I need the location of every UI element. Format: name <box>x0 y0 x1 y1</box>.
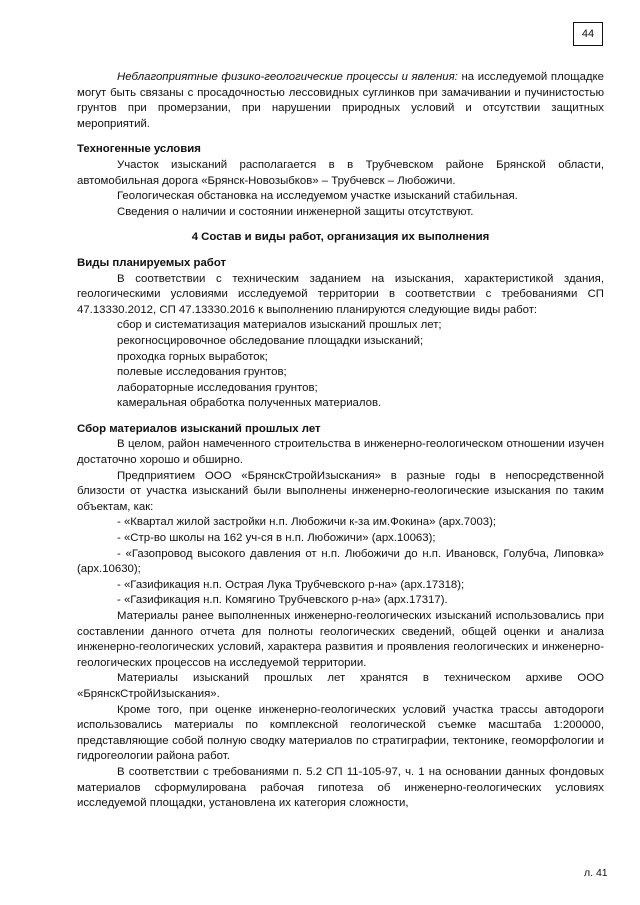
list-item: лабораторные исследования грунтов; <box>117 381 318 394</box>
past-p2: Предприятием ООО «БрянскСтройИзыскания» в разные годы в непосредственной близости от участка изысканий были выполнены инженерно-геологические изыскания по таким объектам, как: <box>77 469 604 513</box>
planned-heading: Виды планируемых работ <box>77 256 227 269</box>
list-item: рекогносцировочное обследование площадки изысканий; <box>117 334 424 347</box>
spacer <box>77 412 604 422</box>
technogenic-p3: Сведения о наличии и состоянии инженерной защиты отсутствуют. <box>117 205 474 218</box>
intro-italic: Неблагоприятные физико-геологические процессы и явления: <box>117 71 458 83</box>
intro-paragraph <box>77 70 604 132</box>
spacer <box>77 220 604 230</box>
technogenic-p1: Участок изысканий располагается в в Трубчевском районе Брянской области, автомобильная дорога «Брянск-Новозыбков» – Трубчевск – Любожичи. <box>77 158 604 187</box>
list-item: - «Газификация н.п. Комягино Трубчевского р-на» (арх.17317). <box>117 594 448 607</box>
list-item: - «Стр-во школы на 162 уч-ся в н.п. Любожичи» (арх.10063); <box>117 532 436 545</box>
footer-sheet-number: л. 41 <box>584 867 608 879</box>
spacer <box>77 246 604 256</box>
past-p4: Материалы изысканий прошлых лет хранятся в техническом архиве ООО «БрянскСтройИзыскания». <box>77 672 604 700</box>
list-item: сбор и систематизация материалов изысканий прошлых лет; <box>117 319 442 332</box>
list-item: полевые исследования грунтов; <box>117 366 287 379</box>
section-4-title: 4 Состав и виды работ, организация их выполнения <box>191 231 490 244</box>
page-number-box: 44 <box>573 22 603 46</box>
past-p3: Материалы ранее выполненных инженерно-геологических изысканий использовались при составлении данного отчета для полноты геологических сведений, общей оценки и анализа инженерно-геологических условий, характера развития и проявления геологических и инженерно-геологических процессов на исследуемой территории. <box>77 610 604 669</box>
past-heading: Сбор материалов изысканий прошлых лет <box>77 422 321 435</box>
list-item: - «Газопровод высокого давления от н.п. Любожичи до н.п. Ивановск, Голубча, Липовка» (арх.10630); <box>77 547 604 576</box>
list-item: - «Газификация н.п. Острая Лука Трубчевского р-на» (арх.17318); <box>117 578 465 591</box>
past-p6: В соответствии с требованиями п. 5.2 СП 11-105-97, ч. 1 на основании данных фондовых материалов сформулирована рабочая гипотеза об инженерно-геологических условиях исследуемой площадки, установлена их категория сложности, <box>77 765 604 810</box>
past-p5: Кроме того, при оценке инженерно-геологических условий участка трассы автодороги использовались материалы по комплексной геологической съемке масштаба 1:200000, представляющие собой полную сводку материалов по стратиграфии, тектонике, геоморфологии и гидрогеологии района работ. <box>77 703 604 763</box>
intro-rest: на исследуемой площадке могут быть связаны с просадочностью лессовидных суглинков при замачивании и пучинистостью грунтов при промерзании, при нарушении природных условий и отсутствии защитных мероприятий. <box>77 71 604 130</box>
spacer <box>77 132 604 142</box>
technogenic-p2: Геологическая обстановка на исследуемом участке изысканий стабильная. <box>117 190 518 203</box>
list-item: проходка горных выработок; <box>117 350 268 363</box>
list-item: камеральная обработка полученных материалов. <box>117 397 382 410</box>
planned-p1: В соответствии с техническим заданием на изыскания, характеристикой здания, геологическими условиями исследуемой территории в соответствии с требованиями СП 47.13330.2012, СП 47.13330.2016 к выполнению планируются следующие виды работ: <box>77 272 604 316</box>
list-item: - «Квартал жилой застройки н.п. Любожичи к-за им.Фокина» (арх.7003); <box>117 516 497 529</box>
past-p1: В целом, район намеченного строительства в инженерно-геологическом отношении изучен достаточно хорошо и обширно. <box>77 438 604 467</box>
document-body <box>77 70 604 812</box>
technogenic-heading: Техногенные условия <box>77 143 201 156</box>
